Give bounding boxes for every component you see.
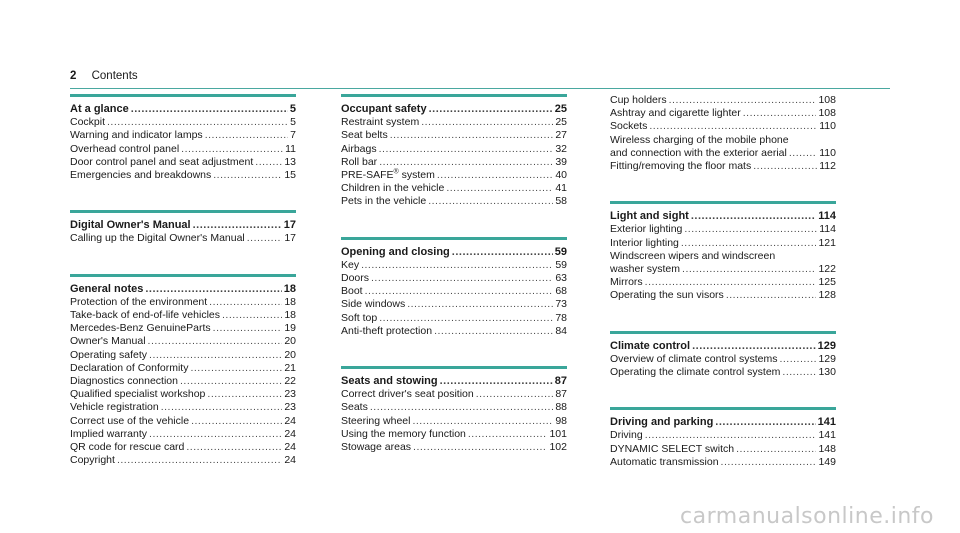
section-title-label: Digital Owner's Manual [70,219,191,232]
toc-entry-label: Cockpit [70,116,106,129]
header-divider [70,88,890,89]
toc-entry[interactable] [610,456,836,469]
leader-dots [180,375,282,388]
toc-entry[interactable] [610,353,836,366]
toc-entry-page: 27 [555,129,567,142]
toc-entry-page: 125 [818,276,836,289]
section-rule [610,331,836,334]
section-rule [610,201,836,204]
toc-entry-label: Airbags [341,142,377,155]
toc-entry-label: DYNAMIC SELECT switch [610,442,735,455]
leader-dots [379,143,554,156]
toc-entry-label: Seats [341,401,368,414]
toc-entry-page: 88 [555,401,567,414]
toc-entry-page: 101 [549,427,567,440]
toc-entry[interactable] [341,116,567,129]
leader-dots [645,276,817,289]
toc-entry[interactable] [610,429,836,442]
toc-entry[interactable] [610,94,836,107]
toc-entry-label: Driving [610,429,643,442]
toc-entry[interactable] [341,401,567,414]
toc-entry-page: 63 [555,272,567,285]
toc-entry[interactable] [341,388,567,401]
toc-entry-page: 98 [555,414,567,427]
toc-entry-page: 11 [285,142,296,155]
toc-entry-page: 130 [818,366,836,379]
leader-dots [131,103,288,116]
toc-entry-label: Copyright [70,454,115,467]
toc-entry-page: 24 [284,427,296,440]
toc-entry[interactable] [610,223,836,236]
leader-dots [145,283,281,296]
leader-dots [691,210,816,223]
toc-entry-first-line[interactable]: Wireless charging of the mobile phone [610,133,789,146]
toc-entry-label: Pets in the vehicle [341,195,427,208]
toc-entry-label: Implied warranty [70,427,148,440]
toc-entry[interactable] [341,428,567,441]
toc-entry[interactable] [610,366,836,379]
toc-entry[interactable] [341,143,567,156]
toc-section [341,237,567,338]
leader-dots [669,94,817,107]
page-number: 2 [70,70,77,82]
toc-entry-label: washer system [610,263,681,276]
toc-section [610,407,836,469]
leader-dots [407,298,553,311]
toc-entry[interactable] [70,335,296,348]
section-page-number: 141 [817,416,836,429]
toc-entry[interactable] [70,375,296,388]
section-rule [341,94,567,97]
toc-entry-page: 23 [284,388,296,401]
toc-entry-label: Protection of the environment [70,295,208,308]
toc-entry-page: 122 [818,263,836,276]
toc-entry-label: Vehicle registration [70,401,159,414]
toc-entry[interactable] [70,349,296,362]
toc-entry-label: Side windows [341,298,406,311]
toc-entry[interactable] [341,325,567,338]
section-title[interactable] [70,103,296,116]
section-rule [610,407,836,410]
toc-entry-page: 18 [284,295,296,308]
leader-dots [789,147,817,160]
toc-entry-label: Calling up the Digital Owner's Manual [70,232,245,245]
toc-column-3 [610,94,836,469]
toc-entry-label: Doors [341,272,370,285]
section-title-label: Driving and parking [610,416,714,429]
toc-entry[interactable] [70,388,296,401]
leader-dots [468,428,548,441]
toc-entry-page: 110 [819,120,836,133]
section-page-number: 17 [283,219,296,232]
toc-entry-page: 20 [284,335,296,348]
toc-entry-label: Cup holders [610,94,667,106]
toc-entry[interactable] [341,182,567,195]
leader-dots [446,182,553,195]
leader-dots [117,454,282,467]
toc-entry[interactable] [610,263,836,276]
toc-entry-page: 148 [818,442,836,455]
leader-dots [645,429,817,442]
toc-entry-page: 24 [284,414,296,427]
toc-entry[interactable] [341,259,567,272]
toc-entry-page: 15 [284,169,296,182]
leader-dots [370,401,553,414]
leader-dots [721,456,817,469]
toc-section [610,94,836,173]
leader-dots [753,160,817,173]
section-title-label: At a glance [70,103,129,115]
leader-dots [681,237,817,250]
toc-entry[interactable] [610,289,836,302]
section-title-label: Light and sight [610,210,689,223]
leader-dots [390,129,554,142]
section-rule [341,237,567,240]
toc-entry-label: Restraint system [341,116,420,129]
toc-section [341,366,567,454]
section-page-number: 87 [554,375,567,388]
toc-entry[interactable] [610,443,836,456]
toc-entry-page: 19 [284,322,296,335]
toc-entry-page: 22 [284,375,296,388]
toc-entry-page: 108 [818,107,836,120]
toc-entry-label: Anti-theft protection [341,324,433,337]
toc-entry[interactable] [70,296,296,309]
registered-mark: ® [393,168,399,176]
leader-dots [736,443,816,456]
toc-section [341,94,567,209]
toc-entry-label: Mercedes-Benz GenuineParts [70,322,211,335]
leader-dots [452,246,553,259]
toc-entry-first-line[interactable]: Windscreen wipers and windscreen [610,249,776,262]
leader-dots [429,103,553,116]
toc-entry-page: 68 [555,285,567,298]
leader-dots [684,223,817,236]
leader-dots [207,388,282,401]
toc-column-1 [70,94,296,467]
toc-entry-page: 24 [284,441,296,454]
toc-entry-label: Owner's Manual [70,335,146,348]
leader-dots [692,340,816,353]
leader-dots [361,259,553,272]
toc-section [70,210,296,245]
toc-entry-page: 20 [284,348,296,361]
toc-entry-label: Diagnostics connection [70,375,178,388]
section-rule [70,210,296,213]
toc-entry-page: 108 [818,94,836,106]
leader-dots [379,312,553,325]
toc-entry[interactable] [70,415,296,428]
leader-dots [412,415,553,428]
toc-entry[interactable] [70,169,296,182]
section-title[interactable] [610,210,836,223]
toc-entry-page: 129 [818,352,836,365]
toc-entry[interactable] [341,312,567,325]
section-title[interactable] [70,283,296,296]
toc-entry-label: Overhead control panel [70,142,180,155]
toc-entry[interactable] [70,129,296,142]
toc-entry-page: 23 [284,401,296,414]
toc-entry-page: 102 [549,441,567,454]
leader-dots [148,335,283,348]
leader-dots [213,322,283,335]
toc-entry[interactable] [341,441,567,454]
toc-entry-label: Correct driver's seat position [341,388,474,401]
toc-entry-label: Steering wheel [341,414,411,427]
toc-entry[interactable] [341,195,567,208]
section-title-label: Occupant safety [341,103,427,115]
toc-entry-label: Key [341,258,360,271]
toc-entry-page: 121 [818,236,836,249]
leader-dots [779,353,816,366]
toc-entry-page: 78 [555,311,567,324]
leader-dots [191,415,282,428]
toc-entry[interactable] [70,441,296,454]
toc-entry-page: 114 [819,223,836,236]
section-title-label: Opening and closing [341,245,450,258]
section-rule [341,366,567,369]
toc-entry-page: 128 [818,289,836,302]
toc-entry-page: 7 [290,129,296,142]
section-page-number: 5 [289,103,296,115]
toc-entry-label: Ashtray and cigarette lighter [610,107,741,120]
toc-entry-label: Emergencies and breakdowns [70,169,212,182]
leader-dots [190,362,282,375]
toc-entry-label: Stowage areas [341,441,412,454]
toc-entry-label: Declaration of Conformity [70,361,189,374]
toc-section [70,274,296,468]
leader-dots [782,366,816,379]
toc-entry-page: 58 [555,195,567,208]
leader-dots [421,116,553,129]
toc-entry-page: 18 [284,309,296,322]
toc-entry[interactable] [610,107,836,120]
leader-dots [193,219,282,232]
toc-entry-page: 25 [555,116,567,129]
toc-entry-label: Using the memory function [341,427,466,440]
section-title-label: Climate control [610,339,691,352]
toc-entry-label: Boot [341,285,363,298]
leader-dots [222,309,282,322]
page-header [70,70,138,86]
leader-dots [107,116,288,129]
leader-dots [682,263,816,276]
toc-entry[interactable] [70,143,296,156]
toc-entry-label: Fitting/removing the floor mats [610,160,752,173]
toc-entry-page: 32 [555,142,567,155]
leader-dots [743,107,817,120]
toc-entry[interactable] [70,156,296,169]
toc-entry-page: 21 [284,361,296,374]
toc-entry-label: Correct use of the vehicle [70,414,190,427]
leader-dots [255,156,282,169]
toc-entry-label: Seat belts [341,129,388,142]
toc-entry-label: Mirrors [610,276,643,289]
leader-dots [371,272,553,285]
leader-dots [440,375,553,388]
section-title[interactable] [610,416,836,429]
toc-entry[interactable] [610,276,836,289]
leader-dots [413,441,547,454]
toc-entry[interactable] [70,454,296,467]
watermark: carmanualsonline.info [680,504,934,529]
section-title[interactable] [341,375,567,388]
toc-entry[interactable] [610,160,836,173]
toc-entry-page: 112 [819,160,836,173]
leader-dots [186,441,282,454]
toc-entry[interactable] [341,169,567,182]
toc-entry-label: QR code for rescue card [70,441,185,454]
toc-entry-label-suffix: system [398,169,435,182]
toc-entry[interactable] [341,285,567,298]
toc-entry-label-text: PRE-SAFE [341,169,394,182]
toc-column-2 [341,94,567,454]
toc-entry[interactable] [341,415,567,428]
leader-dots [434,325,553,338]
toc-entry-label: Operating the sun visors [610,289,724,302]
toc-entry-label: Automatic transmission [610,455,719,468]
section-title[interactable] [70,219,296,232]
toc-entry-label: Operating the climate control system [610,366,781,379]
leader-dots [181,143,283,156]
toc-entry-page: 149 [818,455,836,468]
toc-section [70,94,296,182]
toc-entry-label: Qualified specialist workshop [70,388,206,401]
toc-entry-page: 59 [555,258,567,271]
toc-entry-label: Overview of climate control systems [610,352,778,365]
section-page-number: 25 [554,103,567,115]
section-title[interactable] [341,103,567,116]
toc-entry[interactable] [341,272,567,285]
leader-dots [213,169,282,182]
toc-entry-page: 17 [284,232,296,245]
section-title-label: General notes [70,282,144,295]
section-page-number: 114 [818,210,836,223]
toc-entry-label: Interior lighting [610,236,679,249]
leader-dots [247,232,283,245]
toc-entry-label: Sockets [610,120,648,133]
toc-entry-label: Operating safety [70,348,148,361]
toc-entry-page: 87 [555,388,567,401]
toc-entry-page: 84 [555,324,567,337]
leader-dots [437,169,553,182]
toc-entry[interactable] [610,237,836,250]
section-title-label: Seats and stowing [341,375,438,388]
section-page-number: 18 [283,282,296,295]
section-rule [70,274,296,277]
toc-entry-label: Door control panel and seat adjustment [70,155,254,168]
toc-entry[interactable] [70,232,296,245]
page-title: Contents [91,70,138,82]
toc-entry-page: 13 [284,155,296,168]
toc-entry-page: 5 [290,116,296,129]
toc-entry-label: Soft top [341,311,378,324]
toc-entry-label [341,169,435,182]
leader-dots [428,195,553,208]
toc-entry[interactable] [70,116,296,129]
section-page-number: 129 [817,339,836,352]
toc-entry-label: Exterior lighting [610,223,683,236]
leader-dots [365,285,554,298]
toc-entry-page: 141 [818,429,836,442]
toc-entry[interactable] [70,322,296,335]
section-title[interactable] [610,340,836,353]
toc-entry-label: Take-back of end-of-life vehicles [70,309,220,322]
toc-entry-page: 40 [555,169,567,182]
toc-entry[interactable] [341,156,567,169]
toc-section [610,201,836,302]
toc-entry[interactable] [70,309,296,322]
section-rule [70,94,296,97]
toc-entry[interactable] [70,401,296,414]
leader-dots [726,289,817,302]
toc-entry-label: and connection with the exterior aerial [610,146,787,159]
toc-entry-label: Roll bar [341,155,378,168]
leader-dots [205,129,288,142]
leader-dots [209,296,282,309]
toc-entry[interactable] [70,362,296,375]
section-title[interactable] [341,246,567,259]
toc-entry[interactable] [610,120,836,133]
toc-entry-page: 24 [284,454,296,467]
toc-entry-page: 39 [555,155,567,168]
leader-dots [649,120,817,133]
toc-entry-label: Warning and indicator lamps [70,129,203,142]
toc-entry-page: 41 [555,182,567,195]
leader-dots [379,156,553,169]
toc-entry-label: Children in the vehicle [341,182,445,195]
section-page-number: 59 [554,245,567,258]
toc-entry[interactable] [610,147,836,160]
leader-dots [149,428,282,441]
toc-entry[interactable] [341,129,567,142]
toc-entry-page: 73 [555,298,567,311]
toc-entry-page: 110 [819,146,836,159]
leader-dots [161,401,283,414]
toc-entry[interactable] [70,428,296,441]
leader-dots [476,388,554,401]
toc-section [610,331,836,380]
leader-dots [715,416,815,429]
leader-dots [149,349,282,362]
toc-entry[interactable] [341,298,567,311]
